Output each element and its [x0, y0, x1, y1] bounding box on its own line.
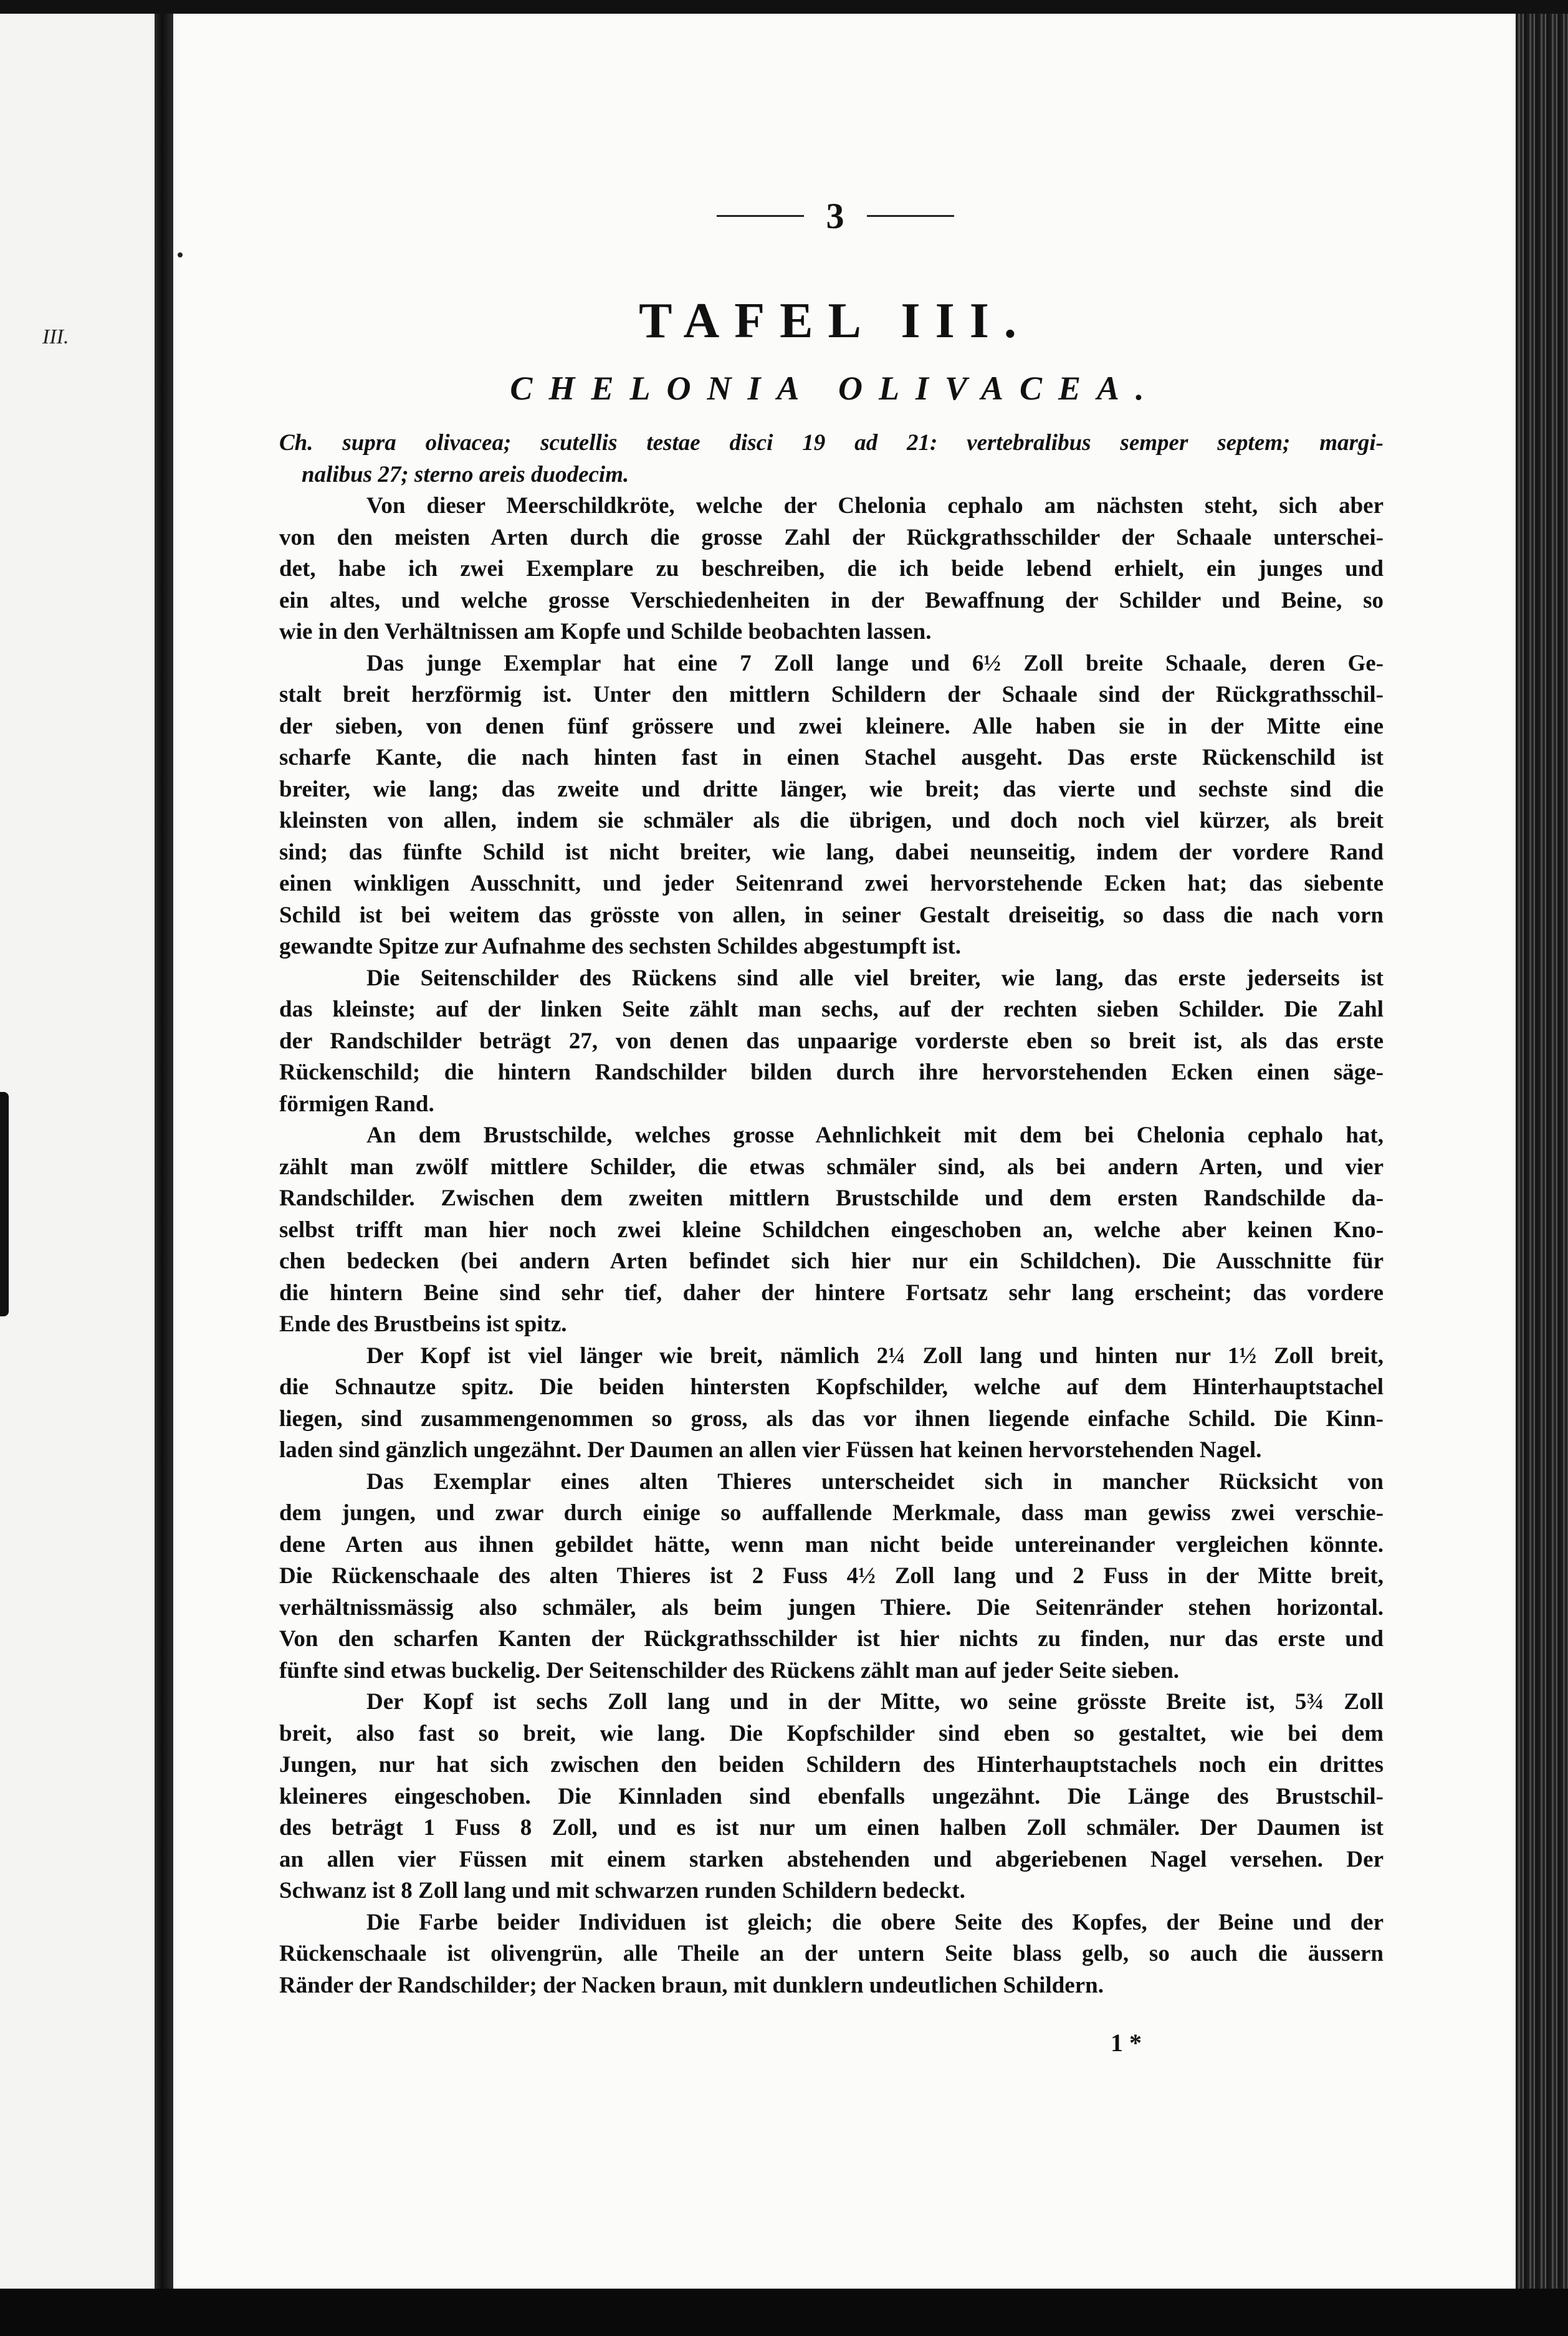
facing-page-strip [0, 14, 155, 2289]
ink-speck [178, 252, 183, 257]
text-line: dene Arten aus ihnen gebildet hätte, wenn man nicht beide untereinander vergleichen könnte. [279, 1531, 1384, 1558]
text-line: der Randschilder beträgt 27, von denen das unpaarige vorderste eben so breit ist, als das erste [279, 1028, 1384, 1054]
text-line: Die Farbe beider Individuen ist gleich; die obere Seite des Kopfes, der Beine und der [366, 1909, 1384, 1935]
text-line: förmigen Rand. [279, 1091, 434, 1117]
text-line: Schild ist bei weitem das grösste von allen, in seiner Gestalt dreiseitig, so dass die nach vorn [279, 902, 1384, 928]
text-line: chen bedecken (bei andern Arten befindet sich hier nur ein Schildchen). Die Ausschnitte für [279, 1248, 1384, 1274]
text-line: dem jungen, und zwar durch einige so auffallende Merkmale, dass man gewiss zwei verschie- [279, 1500, 1384, 1526]
text-line: die Schnautze spitz. Die beiden hintersten Kopfschilder, welche auf dem Hinterhauptstachel [279, 1374, 1384, 1400]
text-line: zählt man zwölf mittlere Schilder, die etwas schmäler sind, als bei andern Arten, und vier [279, 1154, 1384, 1180]
text-line: scharfe Kante, die nach hinten fast in einen Stachel ausgeht. Das erste Rückenschild ist [279, 745, 1384, 770]
text-line: Der Kopf ist viel länger wie breit, nämlich 2¼ Zoll lang und hinten nur 1½ Zoll breit, [366, 1343, 1384, 1369]
paragraph [279, 648, 1384, 963]
text-line: einen winkligen Ausschnitt, und jeder Seitenrand zwei hervorstehende Ecken hat; das siebente [279, 871, 1384, 896]
text-line: Die Rückenschaale des alten Thieres ist 2 Fuss 4½ Zoll lang und 2 Fuss in der Mitte breit, [279, 1563, 1384, 1589]
latin-diagnosis [279, 428, 1384, 491]
text-line: laden sind gänzlich ungezähnt. Der Daumen an allen vier Füssen hat keinen hervorstehenden Nagel. [279, 1437, 1262, 1463]
text-line: stalt breit herzförmig ist. Unter den mittlern Schildern der Schaale sind der Rückgrathsschil- [279, 682, 1384, 707]
text-line: die hintern Beine sind sehr tief, daher der hintere Fortsatz sehr lang erscheint; das vordere [279, 1280, 1384, 1306]
signature-mark: 1 * [1111, 2029, 1142, 2057]
document-body [279, 428, 1384, 2001]
text-line: An dem Brustschilde, welches grosse Aehnlichkeit mit dem bei Chelonia cephalo hat, [366, 1123, 1384, 1148]
paragraph-list [279, 491, 1384, 2001]
text-line: Das junge Exemplar hat eine 7 Zoll lange und 6½ Zoll breite Schaale, deren Ge- [366, 650, 1384, 676]
text-line: Ende des Brustbeins ist spitz. [279, 1311, 567, 1337]
text-line: verhältnissmässig also schmäler, als beim jungen Thiere. Die Seitenränder stehen horizontal. [279, 1594, 1384, 1620]
left-rule [717, 215, 804, 217]
scan-bottom-border [0, 2289, 1568, 2336]
text-line: an allen vier Füssen mit einem starken abstehenden und abgeriebenen Nagel versehen. Der [279, 1846, 1384, 1872]
text-line: des beträgt 1 Fuss 8 Zoll, und es ist nur um einen halben Zoll schmäler. Der Daumen ist [279, 1815, 1384, 1841]
book-gutter [155, 14, 173, 2289]
text-line: fünfte sind etwas buckelig. Der Seitenschilder des Rückens zählt man auf jeder Seite sieben. [279, 1657, 1180, 1683]
paragraph [279, 1120, 1384, 1341]
text-line: selbst trifft man hier noch zwei kleine Schildchen eingeschoben an, welche aber keinen Kno- [279, 1217, 1384, 1243]
text-line: breiter, wie lang; das zweite und dritte länger, wie breit; das vierte und sechste sind die [279, 776, 1384, 802]
text-line: Jungen, nur hat sich zwischen den beiden Schildern des Hinterhauptstachels noch ein drittes [279, 1752, 1384, 1778]
paragraph [279, 963, 1384, 1121]
text-line: Das Exemplar eines alten Thieres unterscheidet sich in mancher Rücksicht von [366, 1468, 1384, 1495]
text-line: von den meisten Arten durch die grosse Zahl der Rückgrathsschilder der Schaale unterschei- [279, 524, 1384, 550]
text-line: Schwanz ist 8 Zoll lang und mit schwarzen runden Schildern bedeckt. [279, 1878, 965, 1903]
text-line: wie in den Verhältnissen am Kopfe und Schilde beobachten lassen. [279, 619, 932, 644]
page-number-row [704, 191, 966, 241]
text-line: Von den scharfen Kanten der Rückgrathsschilder ist hier nichts zu finden, nur das erste und [279, 1626, 1384, 1652]
right-rule [867, 215, 954, 217]
scan-top-border [0, 0, 1568, 14]
text-line: Rückenschild; die hintern Randschilder bilden durch ihre hervorstehenden Ecken einen säge- [279, 1060, 1384, 1085]
text-line: kleineres eingeschoben. Die Kinnladen sind ebenfalls ungezähnt. Die Länge des Brustschil- [279, 1783, 1384, 1809]
text-line: Die Seitenschilder des Rückens sind alle viel breiter, wie lang, das erste jederseits ist [366, 965, 1384, 991]
diagnosis-line: nalibus 27; sterno areis duodecim. [302, 461, 629, 487]
text-line: det, habe ich zwei Exemplare zu beschreiben, die ich beide lebend erhielt, ein junges und [279, 556, 1384, 582]
text-line: breit, also fast so breit, wie lang. Die Kopfschilder sind eben so gestaltet, wie bei dem [279, 1720, 1384, 1746]
text-line: gewandte Spitze zur Aufnahme des sechsten Schildes abgestumpft ist. [279, 934, 961, 959]
text-line: sind; das fünfte Schild ist nicht breiter, wie lang, dabei neunseitig, indem der vordere Rand [279, 839, 1384, 865]
text-line: kleinsten von allen, indem sie schmäler als die übrigen, und doch noch viel kürzer, als breit [279, 808, 1384, 833]
page-number: 3 [826, 195, 844, 236]
diagnosis-line: Ch. supra olivacea; scutellis testae disci 19 ad 21: vertebralibus semper septem; margi- [279, 430, 1384, 456]
plate-title: TAFEL III. [639, 294, 1031, 348]
species-title: CHELONIA OLIVACEA. [510, 370, 1160, 407]
text-line: das kleinste; auf der linken Seite zählt man sechs, auf der rechten sieben Schilder. Die Zahl [279, 997, 1384, 1022]
paragraph [279, 491, 1384, 648]
page-edge-stack [1516, 14, 1568, 2289]
paragraph [279, 1687, 1384, 1907]
page-tab-shadow [0, 1092, 9, 1316]
text-line: der sieben, von denen fünf grössere und zwei kleinere. Alle haben sie in der Mitte eine [279, 713, 1384, 739]
text-line: Der Kopf ist sechs Zoll lang und in der Mitte, wo seine grösste Breite ist, 5¾ Zoll [366, 1689, 1384, 1715]
text-line: Rückenschaale ist olivengrün, alle Theile an der untern Seite blass gelb, so auch die äussern [279, 1941, 1384, 1966]
text-line: Von dieser Meerschildkröte, welche der Chelonia cephalo am nächsten steht, sich aber [366, 493, 1384, 519]
text-line: ein altes, und welche grosse Verschiedenheiten in der Bewaffnung der Schilder und Beine, so [279, 587, 1384, 613]
text-line: Randschilder. Zwischen dem zweiten mittlern Brustschilde und dem ersten Randschilde da- [279, 1185, 1384, 1211]
paragraph [279, 1907, 1384, 2002]
paragraph [279, 1341, 1384, 1467]
paragraph [279, 1467, 1384, 1687]
text-line: Ränder der Randschilder; der Nacken braun, mit dunklern undeutlichen Schildern. [279, 1972, 1104, 1998]
text-line: liegen, sind zusammengenommen so gross, als das vor ihnen liegende einfache Schild. Die Kinn- [279, 1405, 1384, 1432]
left-margin-mark: III. [42, 325, 69, 348]
